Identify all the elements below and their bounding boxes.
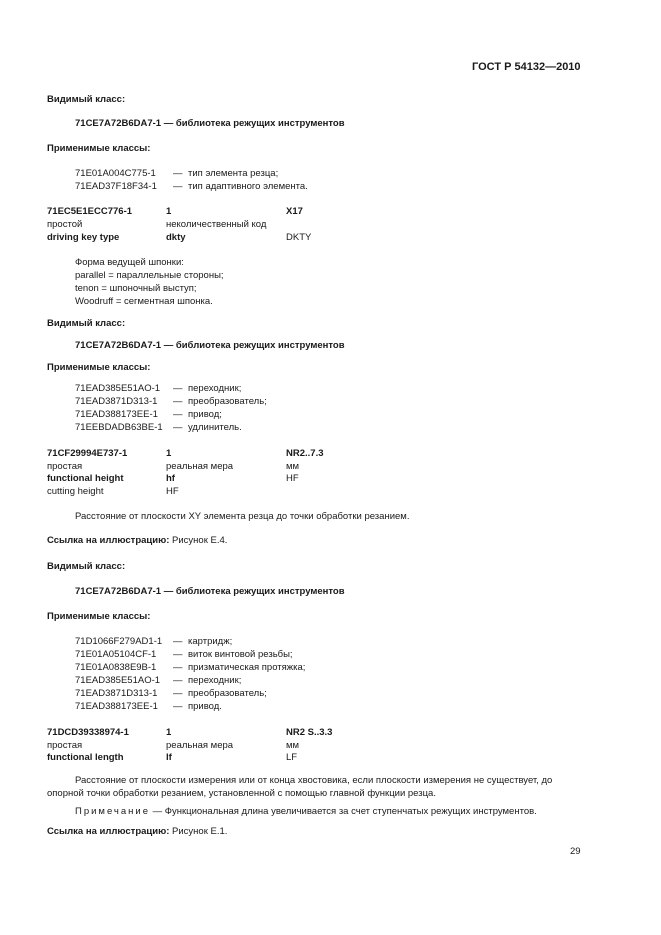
list-item-dash: — [173,181,183,192]
list-item-code: 71EAD37F18F34-1 [75,181,157,192]
property-format: NR2..7.3 [286,448,324,459]
description-line: parallel = параллельные стороны; [75,270,224,281]
list-item-desc: переходник; [188,383,242,394]
property-alt-name: cutting height [47,486,104,497]
list-item-dash: — [173,688,183,699]
list-item-dash: — [173,636,183,647]
property-unit: мм [286,461,300,472]
applicable-classes-label: Применимые классы: [47,611,151,622]
note-text: — Функциональная длина увеличивается за счет ступенчатых режущих инструментов. [152,806,537,817]
list-item-dash: — [173,701,183,712]
list-item-desc: преобразователь; [188,688,267,699]
list-item-code: 71D1066F279AD1-1 [75,636,163,647]
property-symbol: hf [166,473,175,484]
visible-class-label: Видимый класс: [47,318,126,329]
list-item-dash: — [173,168,183,179]
page-number: 29 [570,846,581,857]
property-name: functional length [47,752,124,763]
list-item-desc: тип элемента резца; [188,168,279,179]
list-item-desc: переходник; [188,675,242,686]
property-type-desc: реальная мера [166,461,234,472]
list-item-desc: привод; [188,409,222,420]
property-type: простая [47,461,83,472]
list-item-dash: — [173,409,183,420]
list-item-code: 71E01A05104CF-1 [75,649,157,660]
note [75,806,537,817]
list-item-dash: — [173,675,183,686]
property-format: NR2 S..3.3 [286,727,333,738]
visible-class-value: 71CE7A72B6DA7-1 — библиотека режущих инструментов [75,586,345,597]
list-item-code: 71EAD385E51AO-1 [75,675,161,686]
property-unit: мм [286,740,300,751]
property-code: 71CF29994E737-1 [47,448,128,459]
visible-class-value: 71CE7A72B6DA7-1 — библиотека режущих инструментов [75,340,345,351]
property-code: 71DCD39338974-1 [47,727,129,738]
list-item-dash: — [173,383,183,394]
illustration-reference [47,826,227,837]
list-item-code: 71EAD388173EE-1 [75,409,158,420]
property-code: 71EC5E1ECC776-1 [47,206,133,217]
illustration-reference [47,535,227,546]
visible-class-value: 71CE7A72B6DA7-1 — библиотека режущих инструментов [75,118,345,129]
list-item-desc: виток винтовой резьбы; [188,649,293,660]
list-item-code: 71E01A004C775-1 [75,168,156,179]
property-short: LF [286,752,298,763]
list-item-dash: — [173,649,183,660]
list-item-desc: удлинитель. [188,422,242,433]
list-item-code: 71EAD3871D313-1 [75,396,158,407]
illustration-label: Ссылка на иллюстрацию: [47,535,170,546]
property-format: X17 [286,206,303,217]
illustration-label: Ссылка на иллюстрацию: [47,826,170,837]
visible-class-label: Видимый класс: [47,94,126,105]
applicable-classes-label: Применимые классы: [47,143,151,154]
description-line: Расстояние от плоскости измерения или от конца хвостовика, если плоскости измерения не существует, до [75,775,553,786]
property-type-desc: неколичественный код [166,219,267,230]
property-name: driving key type [47,232,120,243]
property-type-desc: реальная мера [166,740,234,751]
property-alt-short: HF [166,486,179,497]
list-item-code: 71EEBDADB63BE-1 [75,422,163,433]
property-type: простая [47,740,83,751]
list-item-desc: привод. [188,701,222,712]
description-line: Форма ведущей шпонки: [75,257,184,268]
standard-designation: ГОСТ Р 54132—2010 [472,61,581,73]
list-item-code: 71E01A0838E9B-1 [75,662,157,673]
property-version: 1 [166,727,172,738]
visible-class-label: Видимый класс: [47,561,126,572]
applicable-classes-label: Применимые классы: [47,362,151,373]
list-item-desc: тип адаптивного элемента. [188,181,308,192]
description-line: tenon = шпоночный выступ; [75,283,197,294]
property-type: простой [47,219,83,230]
list-item-code: 71EAD388173EE-1 [75,701,158,712]
property-description: Расстояние от плоскости XY элемента резца до точки обработки резанием. [75,511,410,522]
description-line: Woodruff = сегментная шпонка. [75,296,213,307]
property-version: 1 [166,206,172,217]
list-item-code: 71EAD3871D313-1 [75,688,158,699]
property-symbol: lf [166,752,172,763]
list-item-desc: призматическая протяжка; [188,662,306,673]
list-item-desc: картридж; [188,636,233,647]
illustration-value: Рисунок Е.4. [172,535,228,546]
list-item-dash: — [173,396,183,407]
property-version: 1 [166,448,172,459]
list-item-dash: — [173,662,183,673]
list-item-dash: — [173,422,183,433]
property-symbol: dkty [166,232,186,243]
description-line: опорной точки обработки резанием, установленной с помощью главной функции резца. [47,788,436,799]
list-item-desc: преобразователь; [188,396,267,407]
property-name: functional height [47,473,124,484]
property-short: DKTY [286,232,312,243]
list-item-code: 71EAD385E51AO-1 [75,383,161,394]
property-short: HF [286,473,299,484]
note-label: Примечание [75,806,150,817]
illustration-value: Рисунок Е.1. [172,826,228,837]
